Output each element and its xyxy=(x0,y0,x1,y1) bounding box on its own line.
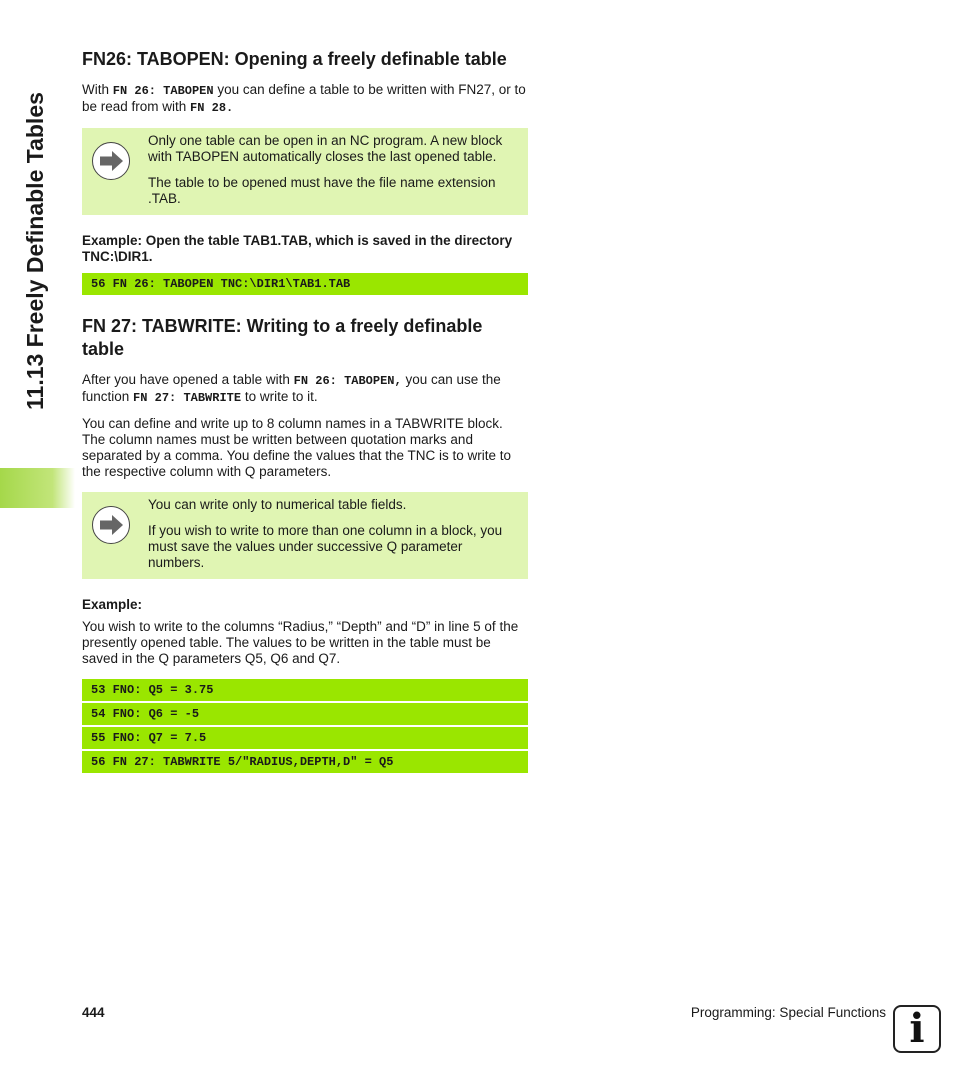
chapter-side-title xyxy=(22,92,62,450)
footer-chapter-title: Programming: Special Functions xyxy=(690,1005,886,1020)
tabwrite-intro: After you have opened a table with FN 26: TABOPEN, you can use the function FN 27: TABWRITE to write to it. xyxy=(82,372,501,405)
example-label: Example: xyxy=(82,597,143,612)
section-heading-tabwrite: FN 27: TABWRITE: Writing to a freely definable table xyxy=(82,316,483,359)
page-number: 444 xyxy=(82,1005,105,1020)
example-description: You wish to write to the columns “Radius,” “Depth” and “D” in line 5 of the presently opened table. The values to be written in the table must be saved in the Q parameters Q5, Q6 and Q7. xyxy=(82,619,519,666)
chapter-side-title-text: 11.13 Freely Definable Tables xyxy=(22,92,48,410)
code-line: 54 FNO: Q6 = -5 xyxy=(82,703,528,725)
info-icon: i xyxy=(893,1005,941,1053)
chapter-tab-marker xyxy=(0,468,75,508)
inline-code: FN 28. xyxy=(190,101,234,115)
code-line: 55 FNO: Q7 = 7.5 xyxy=(82,727,528,749)
inline-code: FN 27: TABWRITE xyxy=(133,391,242,405)
code-line: 56 FN 26: TABOPEN TNC:\DIR1\TAB1.TAB xyxy=(82,273,528,295)
tabopen-intro: With FN 26: TABOPEN you can define a table to be written with FN27, or to be read from with FN 28. xyxy=(82,82,526,115)
arrow-right-icon xyxy=(92,506,130,544)
example-label: Example: Open the table TAB1.TAB, which is saved in the directory TNC:\DIR1. xyxy=(82,233,513,264)
note-text: You can write only to numerical table fields. xyxy=(148,497,407,512)
code-line: 56 FN 27: TABWRITE 5/"RADIUS,DEPTH,D" = Q5 xyxy=(82,751,528,773)
note-box-tabwrite xyxy=(82,492,528,579)
inline-code: FN 26: TABOPEN xyxy=(112,84,214,98)
note-text: If you wish to write to more than one column in a block, you must save the values under successive Q parameter numbers. xyxy=(148,523,503,570)
code-block-tabopen xyxy=(82,273,528,295)
code-line: 53 FNO: Q5 = 3.75 xyxy=(82,679,528,701)
note-text: Only one table can be open in an NC program. A new block with TABOPEN automatically closes the last opened table. xyxy=(148,133,503,164)
inline-code: FN 26: TABOPEN, xyxy=(293,374,402,388)
arrow-right-icon xyxy=(92,142,130,180)
note-text: The table to be opened must have the file name extension .TAB. xyxy=(148,175,496,206)
tabwrite-description: You can define and write up to 8 column names in a TABWRITE block. The column names must be written between quotation marks and separated by a comma. You define the values that the TNC is to write to the respective column with Q parameters. xyxy=(82,416,511,479)
page-content xyxy=(82,48,528,775)
code-block-tabwrite xyxy=(82,679,528,773)
section-heading-tabopen: FN26: TABOPEN: Opening a freely definable table xyxy=(82,49,507,69)
note-box-tabopen xyxy=(82,128,528,215)
